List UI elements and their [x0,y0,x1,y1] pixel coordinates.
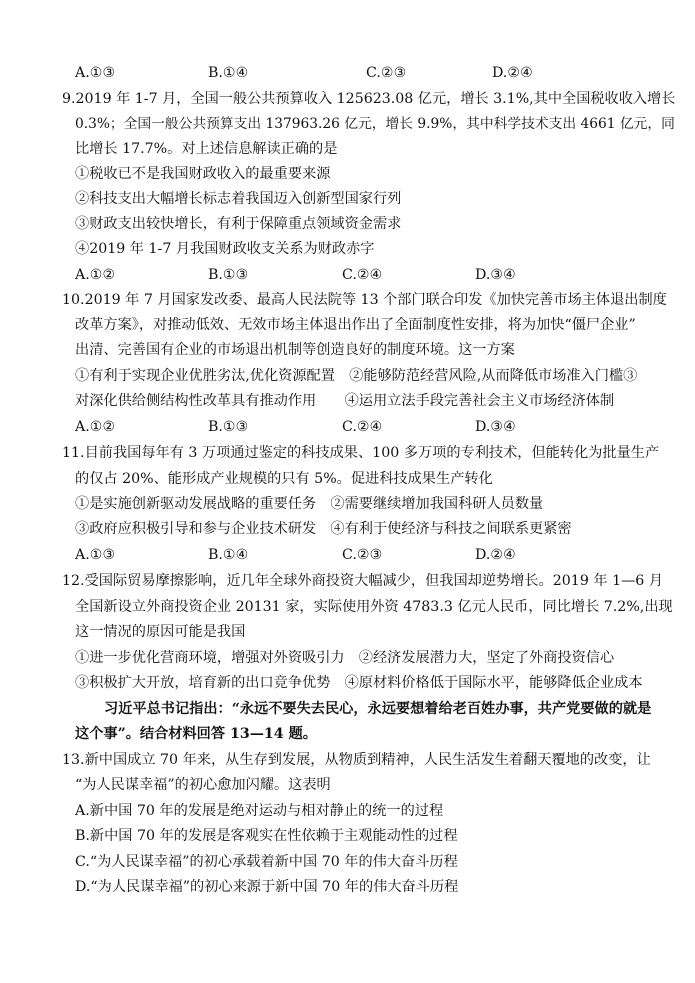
q11-option-a: A.①③ [75,547,116,563]
q12-stem-line: 12.受国际贸易摩擦影响，近几年全球外商投资大幅减少，但我国却逆势增长。2019 年 1—6 月 [62,573,664,589]
q11-stem-line: 11.目前我国每年有 3 万项通过鉴定的科技成果、100 多万项的专利技术，但能转化为批量生产 [62,445,660,461]
q10-statement: 对深化供给侧结构性改革具有推动作用 ④运用立法手段完善社会主义市场经济体制 [75,393,615,409]
q9-stem-line: 0.3%；全国一般公共预算支出 137963.26 亿元，增长 9.9%，其中科学技术支出 4661 亿元，同 [75,116,675,132]
q9-option-a: A.①② [75,267,116,283]
q13-stem-line: “为人民谋幸福”的初心愈加闪耀。这表明 [75,777,331,793]
material-text-line: 这个事”。结合材料回答 13—14 题。 [75,726,317,742]
q9-statement: ②科技支出大幅增长标志着我国迈入创新型国家行列 [75,191,402,207]
q10-stem-line: 出清、完善国有企业的市场退出机制等创造良好的制度环境。这一方案 [75,342,515,358]
q12-statement: ①进一步优化营商环境，增强对外资吸引力 ②经济发展潜力大，坚定了外商投资信心 [75,650,615,666]
q10-statement: ①有利于实现企业优胜劣汰,优化资源配置 ②能够防范经营风险,从而降低市场准入门槛③ [75,368,638,384]
q8-option-b: B.①④ [208,65,249,81]
q9-option-b: B.①③ [208,267,249,283]
q12-statement: ③积极扩大开放，培育新的出口竞争优势 ④原材料价格低于国际水平，能够降低企业成本 [75,675,643,691]
q8-option-a: A.①③ [75,65,116,81]
q10-option-d: D.③④ [475,419,516,435]
q11-stem-line: 的仅占 20%、能形成产业规模的只有 5%。促进科技成果生产转化 [75,471,493,487]
q12-stem-line: 全国新设立外商投资企业 20131 家，实际使用外资 4783.3 亿元人民币，同比增长 7.2%,出现 [75,599,673,615]
material-text-line: 习近平总书记指出：“永远不要失去民心，永远要想着给老百姓办事，共产党要做的就是 [104,701,652,717]
q8-option-d: D.②④ [492,65,533,81]
q13-choice-d: D.“为人民谋幸福”的初心来源于新中国 70 年的伟大奋斗历程 [75,879,459,895]
q9-option-c: C.②④ [342,267,383,283]
q10-option-c: C.②④ [342,419,383,435]
q12-stem-line: 这一情况的原因可能是我国 [75,624,246,640]
q13-choice-a: A.新中国 70 年的发展是绝对运动与相对静止的统一的过程 [75,803,444,819]
q10-stem-line: 改革方案》，对推动低效、无效市场主体退出作出了全面制度性安排，将为加快“僵尸企业” [75,317,636,333]
q11-statement: ①是实施创新驱动发展战略的重要任务 ②需要继续增加我国科研人员数量 [75,496,544,512]
q10-stem-line: 10.2019 年 7 月国家发改委、最高人民法院等 13 个部门联合印发《加快完善市场主体退出制度 [62,292,667,308]
q11-option-d: D.②④ [475,547,516,563]
q13-stem-line: 13.新中国成立 70 年来，从生存到发展，从物质到精神，人民生活发生着翻天覆地的改变，让 [62,752,651,768]
q10-option-b: B.①③ [208,419,249,435]
q9-stem-line: 9.2019 年 1-7 月，全国一般公共预算收入 125623.08 亿元，增长 3.1%,其中全国税收收入增长 [62,91,676,107]
q9-statement: ③财政支出较快增长，有利于保障重点领域资金需求 [75,216,402,232]
q9-statement: ④2019 年 1-7 月我国财政收支关系为财政赤字 [75,241,375,257]
q10-option-a: A.①② [75,419,116,435]
q13-choice-c: C.“为人民谋幸福”的初心承载着新中国 70 年的伟大奋斗历程 [75,854,458,870]
q8-option-c: C.②③ [366,65,407,81]
q9-option-d: D.③④ [475,267,516,283]
q9-stem-line: 比增长 17.7%。对上述信息解读正确的是 [75,141,338,157]
q11-option-c: C.②③ [342,547,383,563]
q11-option-b: B.①④ [208,547,249,563]
q11-statement: ③政府应积极引导和参与企业技术研发 ④有利于使经济与科技之间联系更紧密 [75,521,572,537]
q13-choice-b: B.新中国 70 年的发展是客观实在性依赖于主观能动性的过程 [75,828,458,844]
q9-statement: ①税收已不是我国财政收入的最重要来源 [75,166,331,182]
